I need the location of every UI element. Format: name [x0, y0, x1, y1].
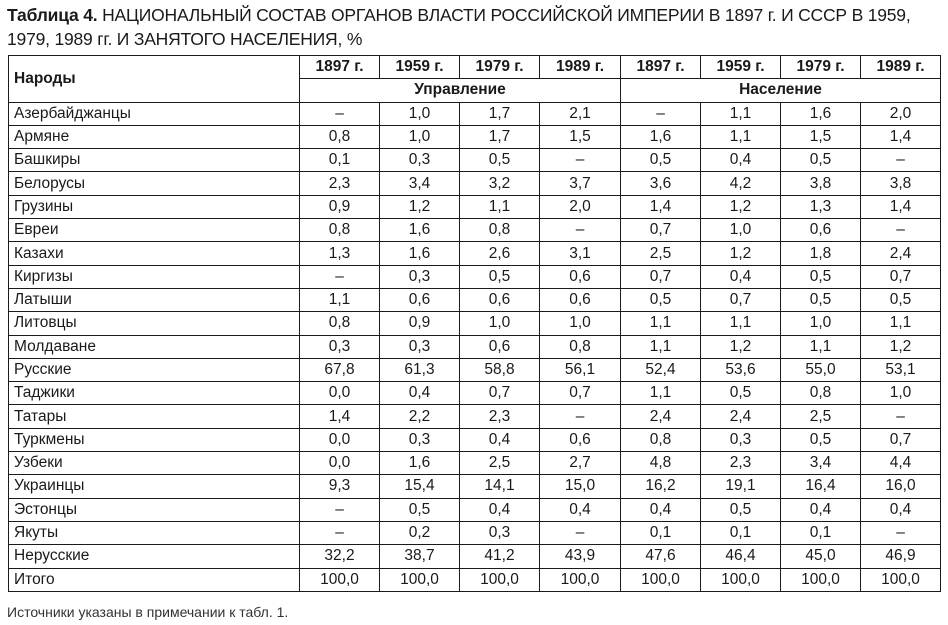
value-cell: 0,5 — [781, 149, 861, 172]
value-cell: 1,5 — [781, 125, 861, 148]
value-cell: 0,2 — [380, 521, 460, 544]
value-cell: 0,4 — [460, 498, 540, 521]
table-body — [9, 102, 941, 591]
value-cell: 0,3 — [701, 428, 781, 451]
value-cell: 2,1 — [540, 102, 621, 125]
value-cell: 1,1 — [621, 312, 701, 335]
value-cell: – — [300, 521, 380, 544]
table-row — [9, 568, 941, 591]
value-cell: 1,2 — [380, 195, 460, 218]
value-cell: 3,7 — [540, 172, 621, 195]
value-cell: 9,3 — [300, 475, 380, 498]
value-cell: 3,1 — [540, 242, 621, 265]
value-cell: 0,8 — [540, 335, 621, 358]
value-cell: – — [300, 102, 380, 125]
value-cell: 0,3 — [380, 428, 460, 451]
value-cell: 41,2 — [460, 545, 540, 568]
value-cell: 100,0 — [460, 568, 540, 591]
value-cell: 0,4 — [540, 498, 621, 521]
year-header: 1979 г. — [781, 56, 861, 79]
value-cell: 2,2 — [380, 405, 460, 428]
value-cell: 1,8 — [781, 242, 861, 265]
value-cell: 1,2 — [701, 195, 781, 218]
value-cell: 4,4 — [861, 452, 941, 475]
value-cell: 46,9 — [861, 545, 941, 568]
nation-name-cell: Казахи — [9, 242, 300, 265]
year-header: 1959 г. — [701, 56, 781, 79]
table-row — [9, 521, 941, 544]
value-cell: 15,4 — [380, 475, 460, 498]
value-cell: 0,3 — [380, 265, 460, 288]
table-row — [9, 149, 941, 172]
value-cell: 0,8 — [621, 428, 701, 451]
value-cell: 1,4 — [861, 125, 941, 148]
value-cell: – — [540, 219, 621, 242]
value-cell: 67,8 — [300, 358, 380, 381]
value-cell: 2,3 — [300, 172, 380, 195]
table-row — [9, 335, 941, 358]
value-cell: 53,6 — [701, 358, 781, 381]
nation-name-cell: Грузины — [9, 195, 300, 218]
value-cell: 52,4 — [621, 358, 701, 381]
nation-name-cell: Армяне — [9, 125, 300, 148]
nation-name-cell: Русские — [9, 358, 300, 381]
value-cell: 2,5 — [621, 242, 701, 265]
value-cell: 1,1 — [621, 335, 701, 358]
value-cell: 0,1 — [781, 521, 861, 544]
year-header: 1979 г. — [460, 56, 540, 79]
value-cell: 3,4 — [781, 452, 861, 475]
value-cell: 0,4 — [460, 428, 540, 451]
value-cell: – — [861, 405, 941, 428]
value-cell: 1,0 — [861, 382, 941, 405]
table-row — [9, 265, 941, 288]
table-row — [9, 125, 941, 148]
value-cell: 1,2 — [861, 335, 941, 358]
value-cell: – — [861, 149, 941, 172]
value-cell: 0,5 — [621, 288, 701, 311]
value-cell: 0,4 — [380, 382, 460, 405]
year-header: 1989 г. — [861, 56, 941, 79]
value-cell: – — [621, 102, 701, 125]
value-cell: 1,6 — [380, 452, 460, 475]
table-row — [9, 219, 941, 242]
year-header: 1897 г. — [621, 56, 701, 79]
value-cell: 1,1 — [701, 125, 781, 148]
value-cell: 16,0 — [861, 475, 941, 498]
value-cell: 4,8 — [621, 452, 701, 475]
nation-name-cell: Украинцы — [9, 475, 300, 498]
nation-name-cell: Евреи — [9, 219, 300, 242]
source-footnote: Источники указаны в примечании к табл. 1. — [7, 604, 289, 620]
group-header-population: Население — [621, 79, 941, 102]
value-cell: – — [300, 498, 380, 521]
nation-name-cell: Туркмены — [9, 428, 300, 451]
table-row — [9, 545, 941, 568]
nation-name-cell: Якуты — [9, 521, 300, 544]
value-cell: 32,2 — [300, 545, 380, 568]
value-cell: 47,6 — [621, 545, 701, 568]
table-row — [9, 172, 941, 195]
value-cell: 1,1 — [781, 335, 861, 358]
value-cell: 0,5 — [621, 149, 701, 172]
value-cell: – — [540, 521, 621, 544]
nation-name-cell: Нерусские — [9, 545, 300, 568]
nation-name-cell: Башкиры — [9, 149, 300, 172]
value-cell: 0,6 — [380, 288, 460, 311]
value-cell: 1,2 — [701, 242, 781, 265]
value-cell: 3,4 — [380, 172, 460, 195]
value-cell: 55,0 — [781, 358, 861, 381]
table-row — [9, 475, 941, 498]
value-cell: 1,7 — [460, 125, 540, 148]
value-cell: 0,3 — [380, 149, 460, 172]
nation-name-cell: Узбеки — [9, 452, 300, 475]
value-cell: – — [540, 149, 621, 172]
value-cell: 0,7 — [621, 265, 701, 288]
value-cell: 0,0 — [300, 382, 380, 405]
value-cell: 3,8 — [781, 172, 861, 195]
value-cell: 56,1 — [540, 358, 621, 381]
value-cell: 0,0 — [300, 428, 380, 451]
value-cell: 1,6 — [621, 125, 701, 148]
value-cell: – — [540, 405, 621, 428]
value-cell: 0,8 — [460, 219, 540, 242]
value-cell: 1,3 — [781, 195, 861, 218]
nation-name-cell: Латыши — [9, 288, 300, 311]
value-cell: 2,4 — [621, 405, 701, 428]
nationality-table — [8, 55, 941, 592]
value-cell: 100,0 — [861, 568, 941, 591]
value-cell: 2,3 — [701, 452, 781, 475]
value-cell: 0,5 — [460, 265, 540, 288]
value-cell: 1,0 — [701, 219, 781, 242]
value-cell: 2,4 — [861, 242, 941, 265]
table-row — [9, 498, 941, 521]
value-cell: 1,7 — [460, 102, 540, 125]
table-row — [9, 242, 941, 265]
value-cell: 46,4 — [701, 545, 781, 568]
value-cell: 100,0 — [621, 568, 701, 591]
value-cell: 100,0 — [300, 568, 380, 591]
value-cell: 2,5 — [460, 452, 540, 475]
value-cell: 2,0 — [540, 195, 621, 218]
value-cell: 0,4 — [701, 265, 781, 288]
value-cell: 2,5 — [781, 405, 861, 428]
value-cell: 1,1 — [300, 288, 380, 311]
value-cell: 100,0 — [540, 568, 621, 591]
value-cell: 0,4 — [621, 498, 701, 521]
value-cell: 0,4 — [781, 498, 861, 521]
value-cell: 4,2 — [701, 172, 781, 195]
value-cell: 0,8 — [300, 219, 380, 242]
value-cell: 1,6 — [380, 219, 460, 242]
value-cell: 0,6 — [540, 265, 621, 288]
nation-name-cell: Литовцы — [9, 312, 300, 335]
value-cell: 0,7 — [621, 219, 701, 242]
value-cell: 0,5 — [781, 288, 861, 311]
value-cell: 2,0 — [861, 102, 941, 125]
value-cell: 14,1 — [460, 475, 540, 498]
value-cell: 2,4 — [701, 405, 781, 428]
value-cell: 0,6 — [460, 335, 540, 358]
nation-name-cell: Эстонцы — [9, 498, 300, 521]
value-cell: 0,7 — [460, 382, 540, 405]
value-cell: – — [861, 219, 941, 242]
value-cell: 0,5 — [701, 382, 781, 405]
value-cell: 53,1 — [861, 358, 941, 381]
value-cell: – — [300, 265, 380, 288]
value-cell: 2,6 — [460, 242, 540, 265]
nation-name-cell: Таджики — [9, 382, 300, 405]
value-cell: 1,0 — [540, 312, 621, 335]
value-cell: 0,5 — [460, 149, 540, 172]
value-cell: 0,5 — [701, 498, 781, 521]
value-cell: 1,0 — [781, 312, 861, 335]
value-cell: 0,4 — [861, 498, 941, 521]
value-cell: 1,5 — [540, 125, 621, 148]
value-cell: 1,1 — [701, 312, 781, 335]
value-cell: 1,4 — [861, 195, 941, 218]
value-cell: 3,8 — [861, 172, 941, 195]
value-cell: 0,4 — [701, 149, 781, 172]
group-header-management: Управление — [300, 79, 621, 102]
value-cell: 0,5 — [781, 428, 861, 451]
value-cell: 0,5 — [861, 288, 941, 311]
table-row — [9, 382, 941, 405]
value-cell: 15,0 — [540, 475, 621, 498]
value-cell: 0,0 — [300, 452, 380, 475]
value-cell: 0,8 — [300, 312, 380, 335]
value-cell: 0,7 — [540, 382, 621, 405]
value-cell: 1,4 — [300, 405, 380, 428]
year-header: 1959 г. — [380, 56, 460, 79]
nations-column-header: Народы — [9, 56, 300, 103]
table-title-lead: Таблица 4. — [7, 5, 98, 25]
table-row — [9, 195, 941, 218]
value-cell: 45,0 — [781, 545, 861, 568]
nation-name-cell: Молдаване — [9, 335, 300, 358]
value-cell: 1,1 — [861, 312, 941, 335]
value-cell: 1,1 — [621, 382, 701, 405]
nation-name-cell: Татары — [9, 405, 300, 428]
value-cell: 0,3 — [300, 335, 380, 358]
nation-name-cell: Киргизы — [9, 265, 300, 288]
value-cell: 2,7 — [540, 452, 621, 475]
value-cell: 2,3 — [460, 405, 540, 428]
value-cell: 0,3 — [380, 335, 460, 358]
value-cell: 0,7 — [861, 428, 941, 451]
value-cell: 100,0 — [380, 568, 460, 591]
year-header: 1897 г. — [300, 56, 380, 79]
value-cell: 1,2 — [701, 335, 781, 358]
value-cell: 16,2 — [621, 475, 701, 498]
value-cell: 0,6 — [540, 288, 621, 311]
value-cell: 61,3 — [380, 358, 460, 381]
value-cell: 0,7 — [701, 288, 781, 311]
value-cell: 1,0 — [380, 102, 460, 125]
value-cell: 58,8 — [460, 358, 540, 381]
table-row — [9, 405, 941, 428]
table-row — [9, 102, 941, 125]
value-cell: 0,9 — [380, 312, 460, 335]
nation-name-cell: Белорусы — [9, 172, 300, 195]
table-row — [9, 358, 941, 381]
value-cell: 1,6 — [380, 242, 460, 265]
value-cell: 1,4 — [621, 195, 701, 218]
value-cell: 0,5 — [380, 498, 460, 521]
value-cell: 1,3 — [300, 242, 380, 265]
value-cell: 100,0 — [781, 568, 861, 591]
value-cell: 0,6 — [460, 288, 540, 311]
value-cell: 1,6 — [781, 102, 861, 125]
value-cell: 43,9 — [540, 545, 621, 568]
value-cell: 1,1 — [460, 195, 540, 218]
value-cell: 0,3 — [460, 521, 540, 544]
table-row — [9, 288, 941, 311]
value-cell: 16,4 — [781, 475, 861, 498]
table-title — [7, 3, 942, 51]
value-cell: 1,0 — [380, 125, 460, 148]
table-row — [9, 452, 941, 475]
value-cell: 38,7 — [380, 545, 460, 568]
nation-name-cell: Итого — [9, 568, 300, 591]
value-cell: – — [861, 521, 941, 544]
value-cell: 0,9 — [300, 195, 380, 218]
value-cell: 0,7 — [861, 265, 941, 288]
value-cell: 1,0 — [460, 312, 540, 335]
value-cell: 0,8 — [781, 382, 861, 405]
value-cell: 0,6 — [781, 219, 861, 242]
year-header-row — [9, 56, 941, 79]
value-cell: 3,2 — [460, 172, 540, 195]
value-cell: 0,8 — [300, 125, 380, 148]
nation-name-cell: Азербайджанцы — [9, 102, 300, 125]
table-row — [9, 428, 941, 451]
value-cell: 100,0 — [701, 568, 781, 591]
table-row — [9, 312, 941, 335]
value-cell: 1,1 — [701, 102, 781, 125]
table-title-text: НАЦИОНАЛЬНЫЙ СОСТАВ ОРГАНОВ ВЛАСТИ РОССИЙСКОЙ ИМПЕРИИ В 1897 г. И СССР В 1959, 1979, 1989 гг. И ЗАНЯТОГО НАСЕЛЕНИЯ, % — [7, 5, 911, 49]
value-cell: 0,1 — [300, 149, 380, 172]
value-cell: 3,6 — [621, 172, 701, 195]
value-cell: 0,5 — [781, 265, 861, 288]
year-header: 1989 г. — [540, 56, 621, 79]
value-cell: 0,1 — [701, 521, 781, 544]
value-cell: 0,6 — [540, 428, 621, 451]
value-cell: 19,1 — [701, 475, 781, 498]
value-cell: 0,1 — [621, 521, 701, 544]
